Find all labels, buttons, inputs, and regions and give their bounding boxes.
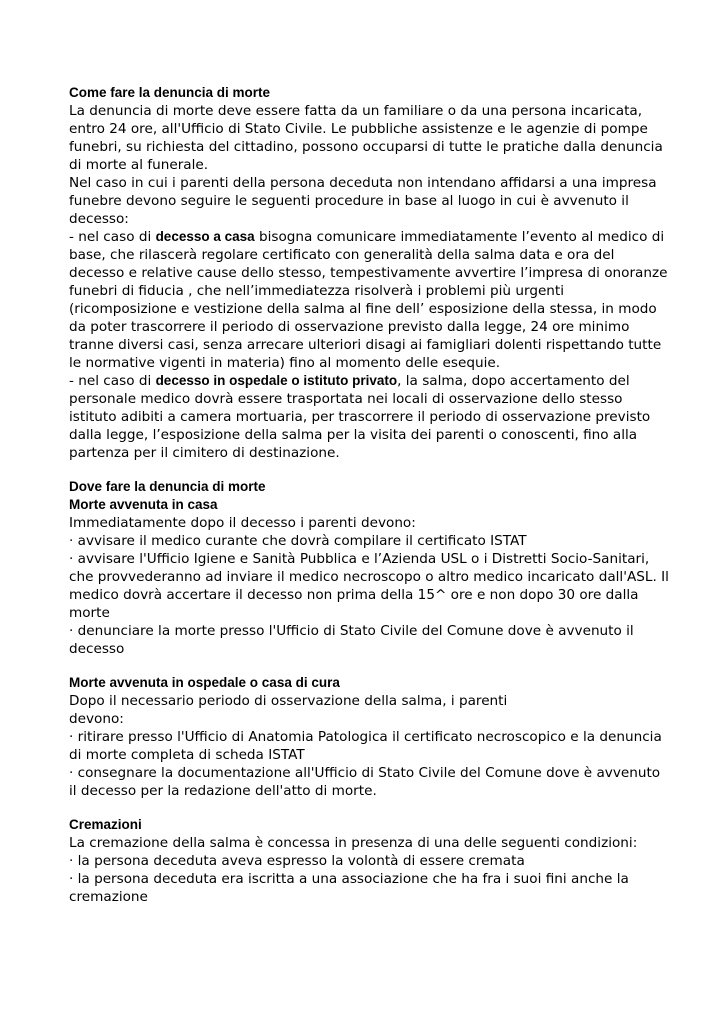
paragraph-procedure: Nel caso in cui i parenti della persona deceduta non intendano affidarsi a una impresa funebre devono seguire le seguenti procedure in base al luogo in cui è avvenuto il decesso: bbox=[69, 175, 657, 227]
list-item: · consegnare la documentazione all'Ufficio di Stato Civile del Comune dove è avvenuto il decesso per la redazione dell'atto di morte. bbox=[69, 765, 661, 799]
ospedale-intro-line1: Dopo il necessario periodo di osservazione della salma, i parenti bbox=[69, 693, 508, 709]
spacer bbox=[69, 462, 669, 478]
spacer bbox=[69, 800, 669, 816]
ospedale-prefix: - nel caso di bbox=[69, 373, 156, 389]
list-item: · la persona deceduta aveva espresso la volontà di essere cremata bbox=[69, 853, 525, 869]
subsection-title-ospedale: Morte avvenuta in ospedale o casa di cura bbox=[69, 675, 340, 690]
casa-prefix: - nel caso di bbox=[69, 229, 156, 245]
list-item: · avvisare il medico curante che dovrà compilare il certificato ISTAT bbox=[69, 533, 527, 549]
ospedale-rest: , la salma, dopo accertamento del personale medico dovrà essere trasportata nei locali di osservazione dello stesso istituto adibiti a camera mortuaria, per trascorrere il periodo di osservazione previsto dalla legge, l’esposizione della salma per la visita dei parenti o conoscenti, fino alla partenza per il cimitero di destinazione. bbox=[69, 373, 651, 461]
list-item: · denunciare la morte presso l'Ufficio di Stato Civile del Comune dove è avvenuto il decesso bbox=[69, 623, 634, 657]
cremazioni-intro: La cremazione della salma è concessa in presenza di una delle seguenti condizioni: bbox=[69, 835, 638, 851]
subsection-title-casa: Morte avvenuta in casa bbox=[69, 497, 218, 512]
spacer bbox=[69, 658, 669, 674]
casa-rest: bisogna comunicare immediatamente l’evento al medico di base, che rilascerà regolare certificato con generalità della salma data e ora del decesso e relative cause dello stesso, tempestivamente avvertire l’impresa di onoranze funebri di fiducia , che nell’immediatezza risolverà i problemi più urgenti (ricomposizione e vestizione della salma al fine dell’ esposizione della stessa, in modo da poter trascorrere il periodo di osservazione previsto dalla legge, 24 ore minimo tranne diversi casi, senza arrecare ulteriori disagi ai famigliari dolenti rispettando tutte le normative vigenti in materia) fino al momento delle esequie. bbox=[69, 229, 668, 371]
casa-bold: decesso a casa bbox=[155, 229, 255, 244]
ospedale-intro-line2: devono: bbox=[69, 711, 124, 727]
paragraph-decesso-ospedale bbox=[69, 372, 669, 462]
ospedale-bold: decesso in ospedale o istituto privato bbox=[155, 373, 398, 388]
section-title-come: Come fare la denuncia di morte bbox=[69, 85, 271, 100]
paragraph-denuncia: La denuncia di morte deve essere fatta da un familiare o da una persona incaricata, entro 24 ore, all'Ufficio di Stato Civile. Le pubbliche assistenze e le agenzie di pompe funebri, su richiesta del cittadino, possono occuparsi di tutte le pratiche dalla denuncia di morte al funerale. bbox=[69, 103, 663, 173]
paragraph-decesso-casa bbox=[69, 228, 669, 372]
list-item: · ritirare presso l'Ufficio di Anatomia Patologica il certificato necroscopico e la denuncia di morte completa di scheda ISTAT bbox=[69, 729, 662, 763]
list-item: · avvisare l'Ufficio Igiene e Sanità Pubblica e l’Azienda USL o i Distretti Socio-Sanitari, che provvederanno ad inviare il medico necroscopo o altro medico incaricato dall'ASL. Il medico dovrà accertare il decesso non prima della 15^ ore e non dopo 30 ore dalla morte bbox=[69, 551, 669, 621]
dove-intro: Immediatamente dopo il decesso i parenti devono: bbox=[69, 515, 416, 531]
document-page bbox=[69, 84, 669, 906]
section-title-dove: Dove fare la denuncia di morte bbox=[69, 479, 266, 494]
section-title-cremazioni: Cremazioni bbox=[69, 817, 142, 832]
list-item: · la persona deceduta era iscritta a una associazione che ha fra i suoi fini anche la cremazione bbox=[69, 871, 629, 905]
